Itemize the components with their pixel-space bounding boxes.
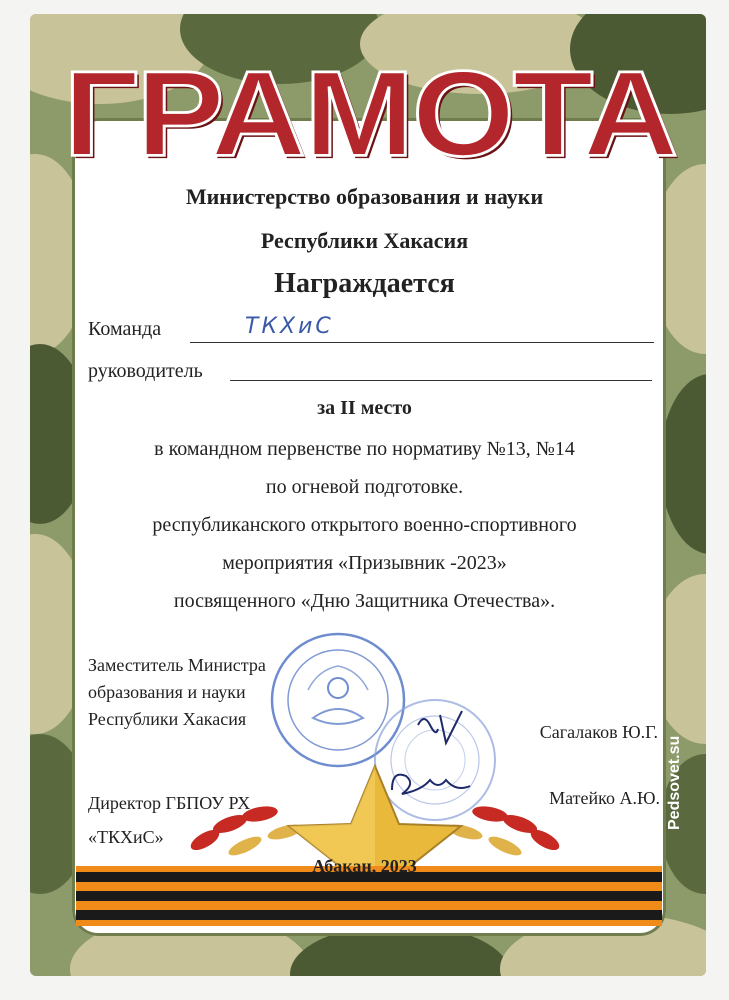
team-handwritten-value: ТКХиС (245, 314, 334, 339)
signatory-2-name: Матейко А.Ю. (549, 788, 660, 808)
body-line-2: по огневой подготовке. (265, 476, 464, 498)
place-text: за II место (317, 397, 412, 419)
team-underline (190, 342, 654, 343)
signatory-2-title-line-1: Директор ГБПОУ РХ (88, 793, 251, 813)
pedsovet-watermark (660, 700, 690, 860)
team-label: Команда (88, 318, 162, 340)
leader-label: руководитель (88, 360, 203, 382)
signatory-2-title-line-2: «ТКХиС» (88, 827, 164, 847)
signatory-1-title-line-1: Заместитель Министра (88, 655, 266, 675)
issuer-line-2: Республики Хакасия (260, 228, 469, 253)
city-year: Абакан, 2023 (312, 856, 417, 876)
signatory-1-title (88, 652, 266, 733)
leader-underline (230, 380, 652, 381)
signatory-1-name: Сагалаков Ю.Г. (539, 722, 658, 742)
body-line-5: посвященного «Дню Защитника Отечества». (173, 590, 556, 612)
body-line-1: в командном первенстве по нормативу №13, №14 (154, 438, 575, 460)
awarded-heading: Награждается (274, 268, 455, 299)
signatory-1-title-line-3: Республики Хакасия (88, 709, 247, 729)
body-line-3: республиканского открытого военно-спортивного (152, 514, 577, 536)
body-line-4: мероприятия «Призывник -2023» (222, 552, 507, 574)
issuer-line-1: Министерство образования и науки (185, 184, 544, 209)
certificate-title: ГРАМОТА (63, 45, 677, 182)
watermark-text: Pedsovet.su (666, 735, 683, 830)
signatory-1-title-line-2: образования и науки (88, 682, 246, 702)
signature-1 (410, 705, 480, 755)
